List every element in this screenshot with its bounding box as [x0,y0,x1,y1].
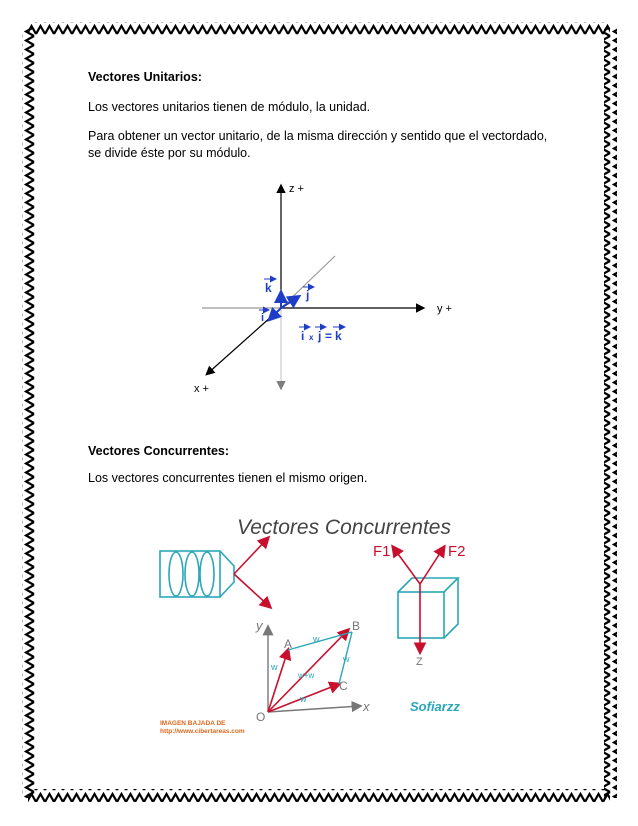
label-f1: F1 [373,543,391,560]
paragraph-unit-method-line2: se divide éste por su módulo. [88,146,251,160]
svg-text:k: k [335,329,342,343]
svg-text:k: k [265,281,272,295]
caption-image-source: IMAGEN BAJADA DE [160,720,226,727]
label-f2: F2 [448,543,466,560]
svg-text:x: x [309,333,314,342]
svg-text:i: i [301,329,305,343]
label-z: Z [416,656,423,668]
signature-logo: Sofiarzz [410,699,460,714]
force-f1 [393,547,420,584]
point-c: C [339,679,348,693]
cylinder-force-down [234,574,270,607]
vector-axis-x-label: x [363,699,370,714]
label-w-3: w [343,654,350,664]
cylinder-force-up [234,538,268,574]
svg-text:i: i [261,312,265,324]
y-axis-label: y + [437,303,452,315]
origin-label: O [256,710,266,724]
paragraph-concurrent-definition: Los vectores concurrentes tienen el mismo origen. [88,471,368,485]
point-a: A [284,637,293,651]
paragraph-unit-definition: Los vectores unitarios tienen de módulo, la unidad. [88,100,371,114]
label-w-sum: w+w [298,671,315,680]
x-axis-label: x + [194,383,209,395]
caption-url: http://www.cibertareas.com [160,728,245,735]
svg-text:j: j [318,329,322,343]
figure-title: Vectores Concurrentes [237,516,451,539]
heading-vectores-concurrentes: Vectores Concurrentes: [88,444,230,458]
cylinder-drawing [160,551,234,597]
paragraph-unit-method-line1: Para obtener un vector unitario, de la misma dirección y sentido que el vectordado, [88,129,548,143]
point-b: B [352,619,361,633]
label-w-4: w [300,694,307,704]
heading-vectores-unitarios: Vectores Unitarios: [88,70,202,84]
z-axis-label: z + [289,183,304,195]
cube-drawing [398,578,458,638]
vector-axis-y-label: y [256,618,263,633]
svg-text:=: = [325,329,333,343]
svg-text:j: j [306,288,310,302]
label-w-2: w [313,634,320,644]
label-w-1: w [271,662,278,672]
